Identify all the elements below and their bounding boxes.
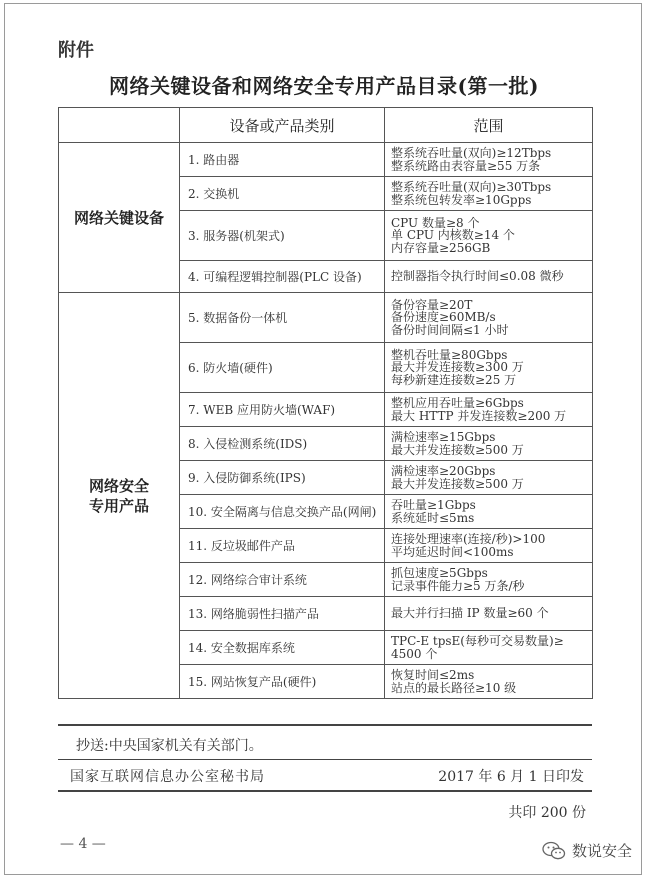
range-cell: 备份容量≥20T 备份速度≥60MB/s 备份时间间隔≤1 小时 — [385, 293, 593, 343]
range-cell: TPC-E tpsE(每秒可交易数量)≥ 4500 个 — [385, 631, 593, 665]
group-name: 网络关键设备 — [73, 208, 164, 227]
header-group — [59, 108, 180, 143]
category-cell: 2. 交换机 — [180, 177, 385, 211]
header-range: 范围 — [385, 108, 593, 143]
group-name-line: 网络安全 — [88, 476, 149, 495]
category-cell: 1. 路由器 — [180, 143, 385, 177]
category-cell: 8. 入侵检测系统(IDS) — [180, 427, 385, 461]
category-cell: 15. 网站恢复产品(硬件) — [180, 665, 385, 699]
category-cell: 10. 安全隔离与信息交换产品(网闸) — [180, 495, 385, 529]
range-cell: 恢复时间≤2ms 站点的最长路径≥10 级 — [385, 665, 593, 699]
watermark-text: 数说安全 — [571, 842, 632, 860]
range-cell: 最大并行扫描 IP 数量≥60 个 — [385, 597, 593, 631]
watermark — [542, 840, 632, 861]
category-cell: 7. WEB 应用防火墙(WAF) — [180, 393, 385, 427]
category-cell: 6. 防火墙(硬件) — [180, 343, 385, 393]
category-cell: 4. 可编程逻辑控制器(PLC 设备) — [180, 261, 385, 293]
range-cell: 连接处理速率(连接/秒)>100 平均延迟时间<100ms — [385, 529, 593, 563]
header-category: 设备或产品类别 — [180, 108, 385, 143]
footer-divider-top — [58, 724, 592, 726]
range-cell: 控制器指令执行时间≤0.08 微秒 — [385, 261, 593, 293]
category-cell: 9. 入侵防御系统(IPS) — [180, 461, 385, 495]
category-cell: 5. 数据备份一体机 — [180, 293, 385, 343]
category-cell: 13. 网络脆弱性扫描产品 — [180, 597, 385, 631]
category-cell: 3. 服务器(机架式) — [180, 211, 385, 261]
catalog-table — [58, 107, 593, 699]
table-row — [59, 143, 593, 177]
group-name-line: 专用产品 — [88, 496, 149, 515]
category-cell: 12. 网络综合审计系统 — [180, 563, 385, 597]
table-header-row — [59, 108, 593, 143]
range-cell: 抓包速度≥5Gbps 记录事件能力≥5 万条/秒 — [385, 563, 593, 597]
group-cell — [59, 293, 180, 699]
issue-date: 2017 年 6 月 1 日印发 — [438, 769, 584, 785]
footer-divider-bottom — [58, 790, 592, 792]
table-row — [59, 293, 593, 343]
document-title: 网络关键设备和网络安全专用产品目录(第一批) — [109, 74, 539, 98]
copies-count: 共印 200 份 — [508, 805, 586, 821]
footer-divider-middle — [58, 759, 592, 760]
range-cell: 整机应用吞吐量≥6Gbps 最大 HTTP 并发连接数≥200 万 — [385, 393, 593, 427]
category-cell: 11. 反垃圾邮件产品 — [180, 529, 385, 563]
range-cell: 整系统吞吐量(双向)≥30Tbps 整系统包转发率≥10Gpps — [385, 177, 593, 211]
range-cell: 满检速率≥20Gbps 最大并发连接数≥500 万 — [385, 461, 593, 495]
group-cell — [59, 143, 180, 293]
issuer: 国家互联网信息办公室秘书局 — [70, 769, 265, 785]
range-cell: CPU 数量≥8 个 单 CPU 内核数≥14 个 内存容量≥256GB — [385, 211, 593, 261]
range-cell: 整系统吞吐量(双向)≥12Tbps 整系统路由表容量≥55 万条 — [385, 143, 593, 177]
page-number: — 4 — — [60, 836, 106, 852]
range-cell: 吞吐量≥1Gbps 系统延时≤5ms — [385, 495, 593, 529]
cc-line: 抄送:中央国家机关有关部门。 — [76, 738, 263, 754]
wechat-icon — [542, 841, 566, 861]
range-cell: 整机吞吐量≥80Gbps 最大并发连接数≥300 万 每秒新建连接数≥25 万 — [385, 343, 593, 393]
range-cell: 满检速率≥15Gbps 最大并发连接数≥500 万 — [385, 427, 593, 461]
category-cell: 14. 安全数据库系统 — [180, 631, 385, 665]
annex-label: 附件 — [58, 40, 94, 61]
